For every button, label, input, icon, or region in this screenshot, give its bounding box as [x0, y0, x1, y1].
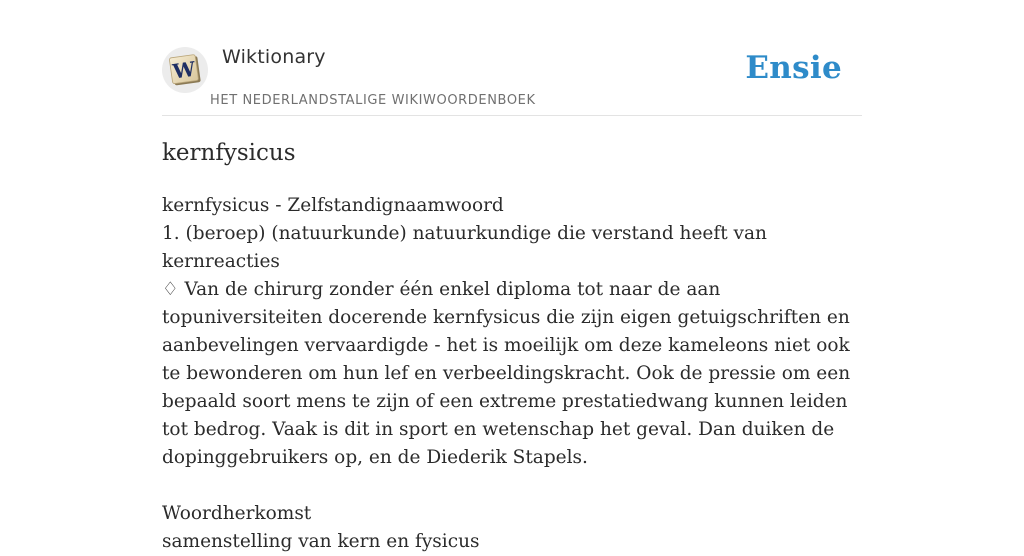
etymology-heading: Woordherkomst: [162, 503, 312, 524]
entry-content: [162, 192, 862, 556]
site-title[interactable]: Wiktionary: [222, 46, 326, 68]
etymology-text: samenstelling van kern en fysicus: [162, 531, 480, 552]
wiktionary-tile-icon: [167, 52, 203, 88]
page-container: [162, 0, 862, 552]
word-class-line: kernfysicus - Zelfstandignaamwoord: [162, 195, 504, 216]
page-title: kernfysicus: [162, 140, 296, 166]
usage-example: ♢ Van de chirurg zonder één enkel diploma tot naar de aan topuniversiteiten docerende kernfysicus die zijn eigen getuigschriften en aanbevelingen vervaardigde - het is moeilijk om deze kameleons niet ook te bewonderen om hun lef en verbeeldingskracht. Ook de pressie om een bepaald soort mens te zijn of een extreme prestatiedwang kunnen leiden tot bedrog. Vaak is dit in sport en wetenschap het geval. Dan duiken de dopinggebruikers op, en de Diederik Stapels.: [162, 279, 851, 468]
spacer: [162, 472, 862, 500]
wiktionary-logo-icon[interactable]: [162, 47, 208, 93]
ensie-brand-link[interactable]: Ensie: [745, 50, 842, 86]
site-subtitle: HET NEDERLANDSTALIGE WIKIWOORDENBOEK: [210, 93, 536, 108]
site-header: [162, 0, 862, 116]
definition: 1. (beroep) (natuurkunde) natuurkundige die verstand heeft van kernreacties: [162, 223, 767, 272]
svg-text:W: W: [171, 56, 197, 84]
